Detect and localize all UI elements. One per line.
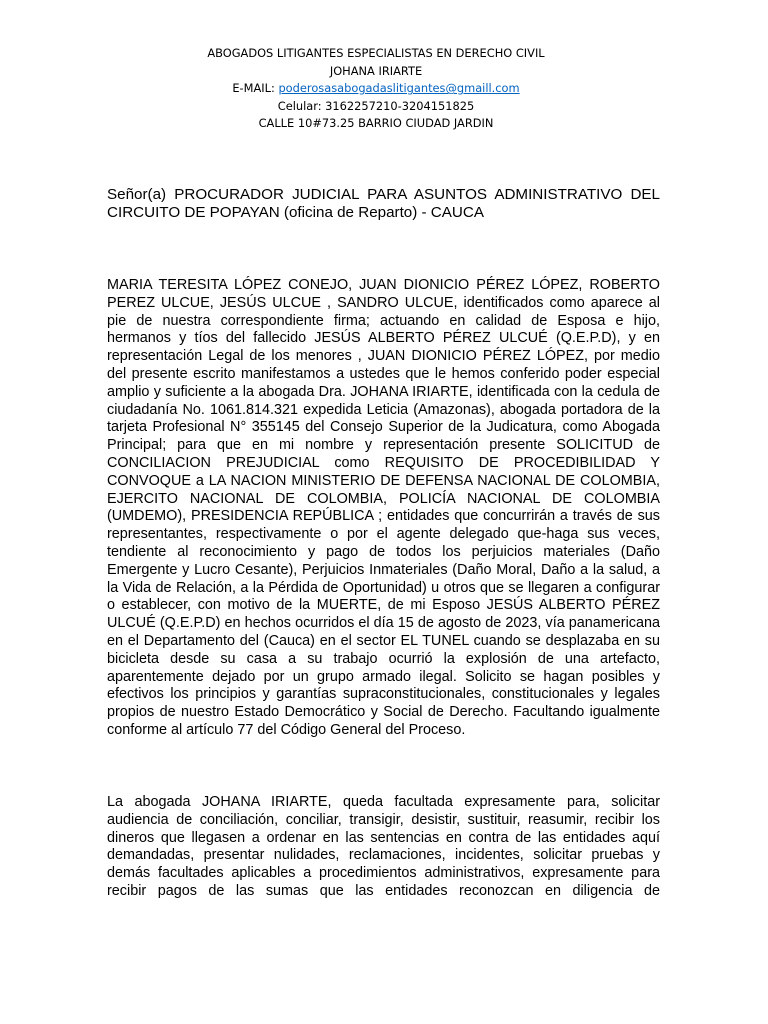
lawyer-name: JOHANA IRIARTE — [329, 63, 423, 78]
phone-line: Celular: 3162257210-3204151825 — [277, 98, 475, 113]
letterhead — [0, 45, 752, 133]
body-paragraph-1: MARIA TERESITA LÓPEZ CONEJO, JUAN DIONICIO PÉREZ LÓPEZ, ROBERTO PEREZ ULCUE, JESÚS ULCUE , SANDRO ULCUE, identificados como aparece al pie de nuestra correspondiente firma; actuando en calidad de Esposa e hijo, hermanos y tíos del fallecido JESÚS ALBERTO PÉREZ ULCUÉ (Q.E.P.D), y en representación Legal de los menores , JUAN DIONICIO PÉREZ LÓPEZ, por medio del presente escrito manifestamos a ustedes que le hemos conferido poder especial amplio y suficiente a la abogada Dra. JOHANA IRIARTE, identificada con la cedula de ciudadanía No. 1061.814.321 expedida Leticia (Amazonas), abogada portadora de la tarjeta Profesional N° 355145 del Consejo Superior de la Judicatura, como Abogada Principal; para que en mi nombre y representación presente SOLICITUD de CONCILIACION PREJUDICIAL como REQUISITO DE PROCEDIBILIDAD Y CONVOQUE a LA NACION MINISTERIO DE DEFENSA NACIONAL DE COLOMBIA, EJERCITO NACIONAL DE COLOMBIA, POLICÍA NACIONAL DE COLOMBIA (UMDEMO), PRESIDENCIA REPÚBLICA ; entidades que concurrirán a través de sus representantes, respectivamente o por el agente delegado que-haga sus veces, tendiente al reconocimiento y pago de todos los perjuicios materiales (Daño Emergente y Lucro Cesante), Perjuicios Inmateriales (Daño Moral, Daño a la salud, a la Vida de Relación, a la Pérdida de Oportunidad) u otros que se llegaren a configurar o establecer, con motivo de la MUERTE, de mi Esposo JESÚS ALBERTO PÉREZ ULCUÉ (Q.E.P.D) en hechos ocurridos el día 15 de agosto de 2023, vía panamericana en el Departamento del (Cauca) en el sector EL TUNEL cuando se desplazaba en su bicicleta desde su casa a su trabajo ocurrió la explosión de una artefacto, aparentemente dejado por un grupo armado ilegal. Solicito se hagan posibles y efectivos los principios y garantías supraconstitucionales, constitucionales y legales propios de nuestro Estado Democrático y Social de Derecho. Facultando igualmente conforme al artículo 77 del Código General del Proceso. — [107, 277, 660, 738]
firm-title: ABOGADOS LITIGANTES ESPECIALISTAS EN DERECHO CIVIL — [207, 46, 545, 60]
body-paragraph-2: La abogada JOHANA IRIARTE, queda facultada expresamente para, solicitar audiencia de conciliación, conciliar, transigir, desistir, sustituir, reasumir, recibir los dineros que llegasen a ordenar en las sentencias en contra de las entidades aquí demandadas, presentar nulidades, reclamaciones, incidentes, solicitar pruebas y demás facultades aplicables a procedimientos administrativos, expresamente para recibir pagos de las sumas que las entidades reconozcan en diligencia de — [107, 794, 660, 899]
address-line: CALLE 10#73.25 BARRIO CIUDAD JARDIN — [258, 116, 494, 131]
email-link[interactable]: poderosasabogadaslitigantes@gmaill.com — [278, 81, 520, 96]
email-line — [0, 80, 752, 98]
email-label: E-MAIL: — [232, 81, 279, 96]
addressee: Señor(a) PROCURADOR JUDICIAL PARA ASUNTOS ADMINISTRATIVO DEL CIRCUITO DE POPAYAN (oficina de Reparto) - CAUCA — [107, 186, 660, 221]
